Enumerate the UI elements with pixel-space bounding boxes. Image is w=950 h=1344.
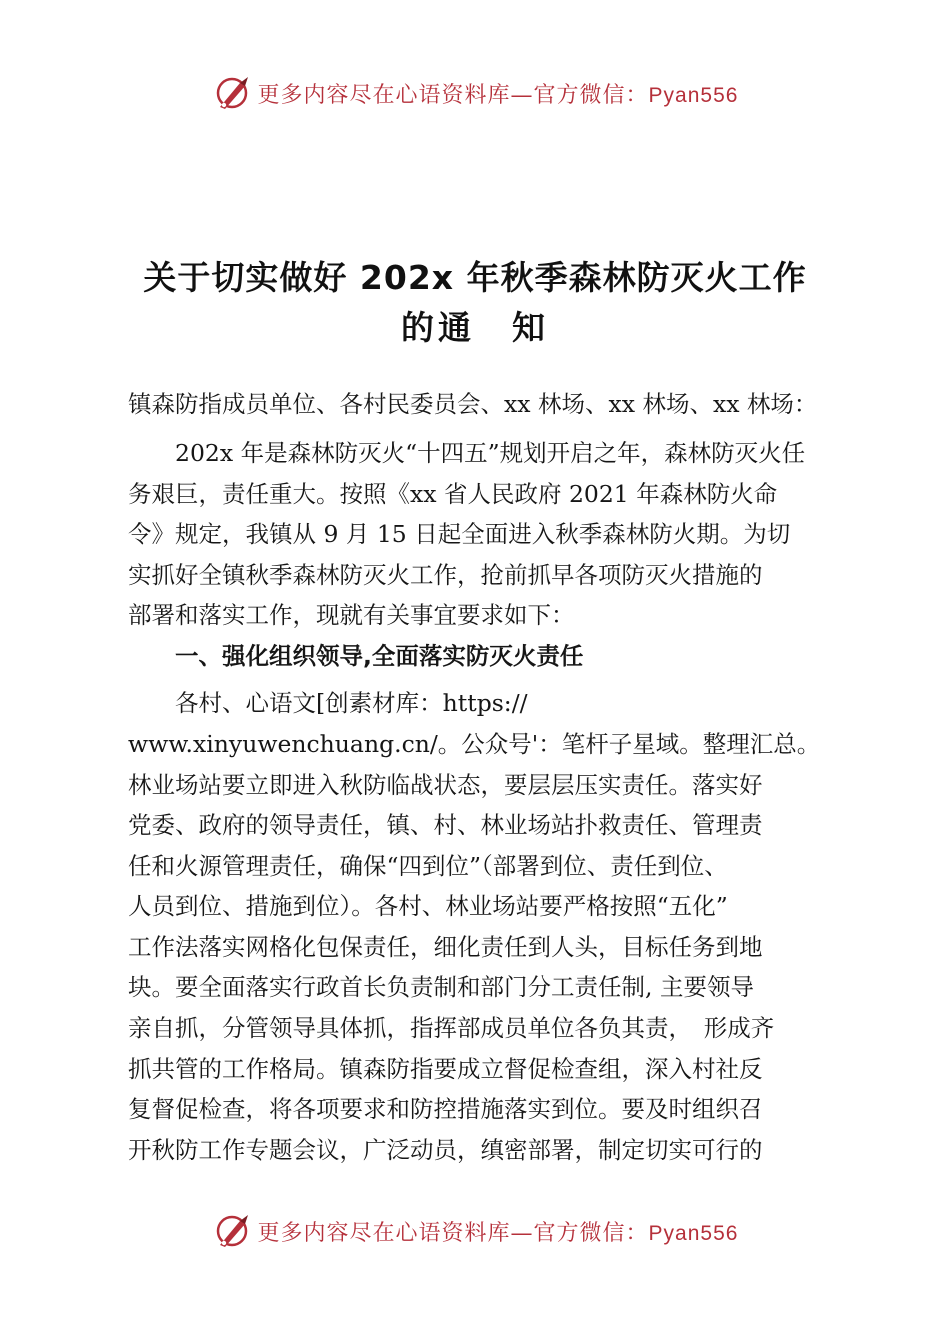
salutation: 镇森防指成员单位、各村民委员会、xx 林场、xx 林场、xx 林场： [128,390,818,418]
banner-text: 更多内容尽在心语资料库—官方微信：Pyan556 [257,82,739,108]
document-title-line-2: 的通 知 [401,308,549,347]
body-line: 各村、心语文[创素材库：https:// [128,689,528,717]
body-line: 部署和落实工作，现就有关事宜要求如下： [128,601,575,629]
body-line: 务艰巨，责任重大。按照《xx 省人民政府 2021 年森林防火命 [128,480,778,508]
body-line: 亲自抓，分管领导具体抓，指挥部成员单位各负其责， 形成齐 [128,1014,775,1042]
document-title-line-1: 关于切实做好 202x 年秋季森林防灭火工作 [143,258,807,297]
banner-weixin-id: Pyan556 [648,83,739,107]
footer-watermark-banner [0,1209,950,1253]
body-line: 块。要全面落实行政首长负责制和部门分工责任制, 主要领导 [128,973,754,1001]
section-heading: 一、强化组织领导,全面落实防灭火责任 [128,642,584,670]
header-watermark-banner [0,71,950,115]
body-line: 林业场站要立即进入秋防临战状态，要层层压实责任。落实好 [128,771,763,799]
pen-nib-icon [212,73,252,113]
body-line: 开秋防工作专题会议，广泛动员，缜密部署，制定切实可行的 [128,1136,763,1164]
banner-text: 更多内容尽在心语资料库—官方微信：Pyan556 [257,1220,739,1246]
body-line: 抓共管的工作格局。镇森防指要成立督促检查组，深入村社反 [128,1055,763,1083]
body-line: 实抓好全镇秋季森林防灭火工作，抢前抓早各项防灭火措施的 [128,561,763,589]
body-line: 202x 年是森林防灭火“十四五”规划开启之年，森林防灭火任 [128,439,806,467]
body-line: 工作法落实网格化包保责任，细化责任到人头，目标任务到地 [128,933,763,961]
banner-weixin-id: Pyan556 [648,1221,739,1245]
body-line: 党委、政府的领导责任，镇、村、林业场站扑救责任、管理责 [128,811,763,839]
body-line: www.xinyuwenchuang.cn/。公众号'：笔杆子星域。整理汇总。 [128,730,821,758]
body-line: 令》规定，我镇从 9 月 15 日起全面进入秋季森林防火期。为切 [128,520,791,548]
pen-nib-icon [212,1211,252,1251]
body-line: 复督促检查，将各项要求和防控措施落实到位。要及时组织召 [128,1095,763,1123]
body-line: 人员到位、措施到位）。各村、林业场站要严格按照“五化” [128,892,728,920]
body-line: 任和火源管理责任，确保“四到位”（部署到位、责任到位、 [128,852,728,880]
